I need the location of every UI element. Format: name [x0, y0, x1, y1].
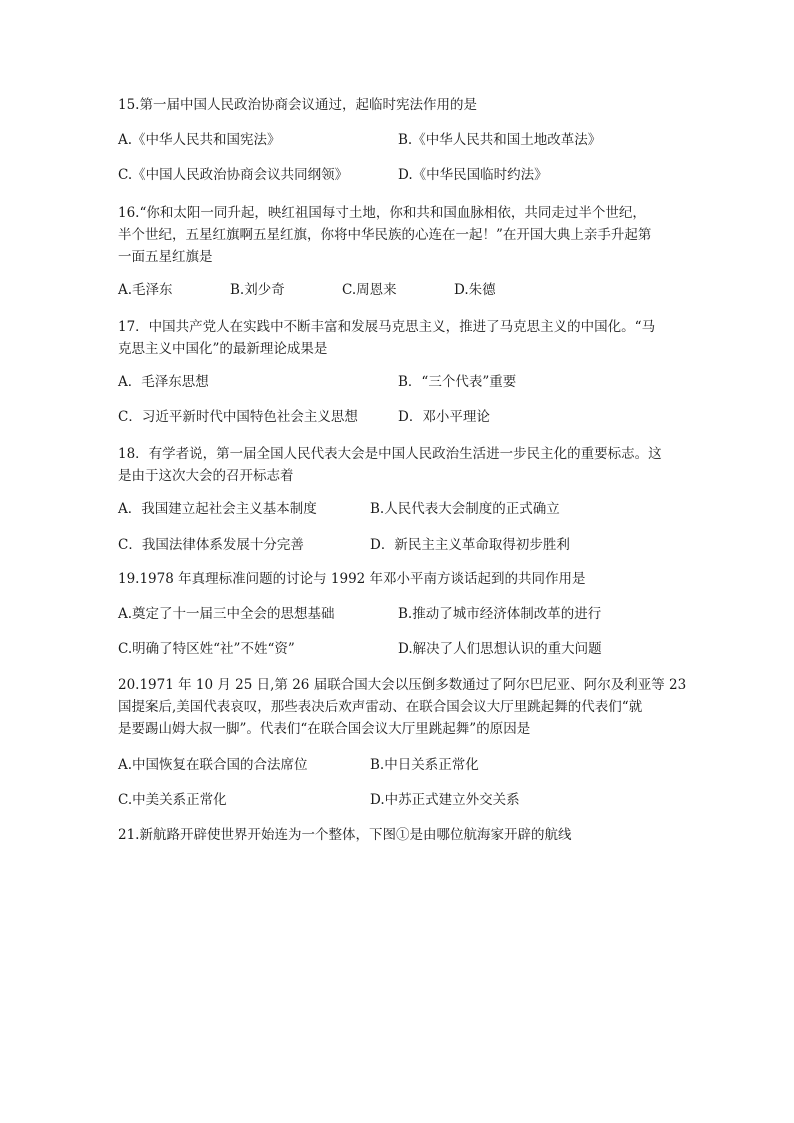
question-17-option-b: B．“三个代表”重要 — [398, 374, 517, 390]
question-16-option-d: D.朱德 — [454, 282, 496, 298]
question-16-stem-line-1: 16.“你和太阳一同升起，映红祖国每寸土地，你和共和国血脉相依，共同走过半个世纪， — [118, 205, 646, 221]
question-18-option-c: C．我国法律体系发展十分完善 — [118, 537, 304, 553]
question-20-option-a: A.中国恢复在联合国的合法席位 — [118, 757, 308, 773]
question-15-option-b: B.《中华人民共和国土地改革法》 — [398, 132, 602, 148]
question-19-option-d: D.解决了人们思想认识的重大问题 — [398, 641, 602, 657]
question-17-option-d: D．邓小平理论 — [398, 409, 490, 425]
question-18-stem-line-2: 是由于这次大会的召开标志着 — [118, 468, 294, 484]
question-19-stem: 19.1978 年真理标准问题的讨论与 1992 年邓小平南方谈话起到的共同作用是 — [118, 571, 586, 587]
question-17-stem-line-2: 克思主义中国化”的最新理论成果是 — [118, 341, 328, 357]
question-19-option-c: C.明确了特区姓“社”不姓“资” — [118, 641, 295, 657]
question-20-stem-line-1: 20.1971 年 10 月 25 日,第 26 届联合国大会以压倒多数通过了阿尔巴尼亚、阿尔及利亚等 23 — [118, 677, 687, 693]
question-15-option-c: C.《中国人民政治协商会议共同纲领》 — [118, 167, 349, 183]
question-15-option-a: A.《中华人民共和国宪法》 — [118, 132, 281, 148]
question-19-option-b: B.推动了城市经济体制改革的进行 — [398, 606, 602, 622]
question-16-option-b: B.刘少奇 — [230, 282, 285, 298]
question-18-option-d: D．新民主主义革命取得初步胜利 — [370, 537, 570, 553]
question-17-option-c: C．习近平新时代中国特色社会主义思想 — [118, 409, 358, 425]
question-15-option-d: D.《中华民国临时约法》 — [398, 167, 548, 183]
question-18-option-a: A．我国建立起社会主义基本制度 — [118, 501, 317, 517]
question-17-stem-line-1: 17．中国共产党人在实践中不断丰富和发展马克思主义，推进了马克思主义的中国化。“马 — [118, 319, 656, 335]
question-18-stem-line-1: 18．有学者说，第一届全国人民代表大会是中国人民政治生活进一步民主化的重要标志。这 — [118, 446, 662, 462]
question-16-stem-line-3: 一面五星红旗是 — [118, 249, 213, 265]
question-19-option-a: A.奠定了十一届三中全会的思想基础 — [118, 606, 335, 622]
question-20-stem-line-3: 是要踢山姆大叔一脚”。代表们“在联合国会议大厅里跳起舞”的原因是 — [118, 721, 531, 737]
question-20-option-b: B.中日关系正常化 — [370, 757, 479, 773]
question-17-option-a: A．毛泽东思想 — [118, 374, 209, 390]
question-20-stem-line-2: 国提案后,美国代表哀叹，那些表决后欢声雷动、在联合国会议大厅里跳起舞的代表们“就 — [118, 699, 643, 715]
question-20-option-d: D.中苏正式建立外交关系 — [370, 792, 520, 808]
question-16-stem-line-2: 半个世纪，五星红旗啊五星红旗，你将中华民族的心连在一起！”在开国大典上亲手升起第 — [118, 227, 652, 243]
question-16-option-a: A.毛泽东 — [118, 282, 173, 298]
question-18-option-b: B.人民代表大会制度的正式确立 — [370, 501, 560, 517]
question-15-stem: 15.第一届中国人民政治协商会议通过，起临时宪法作用的是 — [118, 97, 477, 113]
question-21-stem: 21.新航路开辟使世界开始连为一个整体，下图①是由哪位航海家开辟的航线 — [118, 827, 572, 843]
question-16-option-c: C.周恩来 — [342, 282, 397, 298]
question-20-option-c: C.中美关系正常化 — [118, 792, 227, 808]
